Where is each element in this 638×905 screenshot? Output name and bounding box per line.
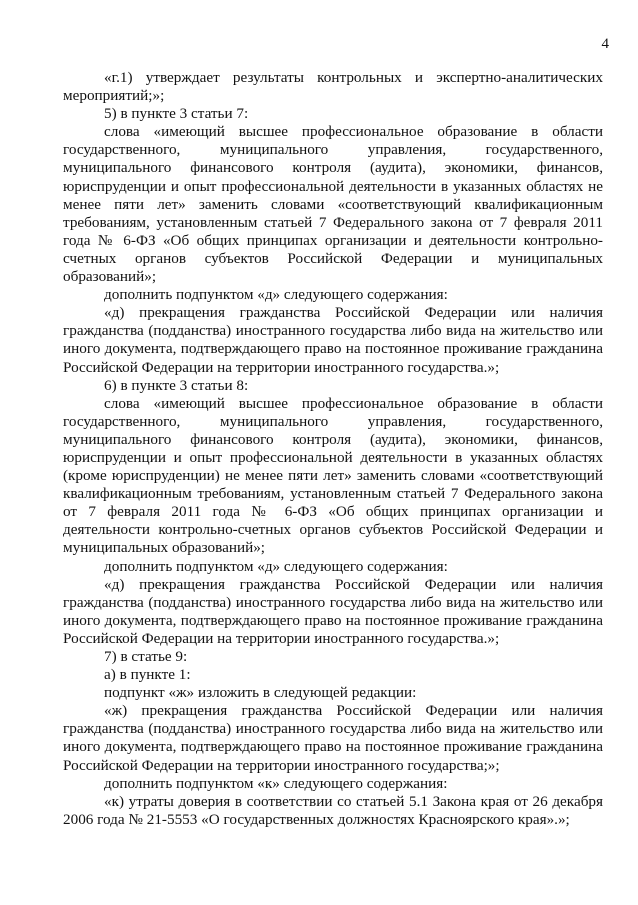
paragraph: «д) прекращения гражданства Российской Федерации или наличия гражданства (подданства) иностранного государства либо вида на жительство или иного документа, подтверждающего право на постоянное проживание гражданина Российской Федерации на территории иностранного государства.»; bbox=[63, 304, 603, 376]
paragraph: 6) в пункте 3 статьи 8: bbox=[104, 376, 249, 394]
document-body bbox=[63, 69, 603, 829]
paragraph: подпункт «ж» изложить в следующей редакции: bbox=[104, 684, 417, 702]
paragraph: слова «имеющий высшее профессиональное образование в области государственного, муниципального управления, государственного, муниципального финансового контроля (аудита), экономики, финансов, юриспруденции и опыт профессиональной деятельности в указанных областях (кроме юриспруденции) не менее пяти лет» заменить словами «соответствующий квалификационным требованиям, установленным статьей 7 Федерального закона от 7 февраля 2011 года № 6-ФЗ «Об общих принципах организации и деятельности контрольно-счетных органов субъектов Российской Федерации и муниципальных образований»; bbox=[63, 394, 603, 557]
paragraph: «г.1) утверждает результаты контрольных и экспертно-аналитических мероприятий;»; bbox=[63, 69, 603, 105]
page-number: 4 bbox=[601, 36, 609, 52]
paragraph: дополнить подпунктом «д» следующего содержания: bbox=[104, 557, 448, 575]
paragraph: дополнить подпунктом «к» следующего содержания: bbox=[104, 774, 448, 792]
paragraph: «ж) прекращения гражданства Российской Федерации или наличия гражданства (подданства) иностранного государства либо вида на жительство или иного документа, подтверждающего право на постоянное проживание гражданина Российской Федерации на территории иностранного государства;»; bbox=[63, 702, 603, 774]
paragraph: «к) утраты доверия в соответствии со статьей 5.1 Закона края от 26 декабря 2006 года № 21-5553 «О государственных должностях Красноярского края».»; bbox=[63, 792, 603, 828]
paragraph: 7) в статье 9: bbox=[104, 648, 188, 665]
paragraph: слова «имеющий высшее профессиональное образование в области государственного, муниципального управления, государственного, муниципального финансового контроля (аудита), экономики, финансов, юриспруденции и опыт профессиональной деятельности в указанных областях не менее пяти лет» заменить словами «соответствующий квалификационным требованиям, установленным статьей 7 Федерального закона от 7 февраля 2011 года № 6-ФЗ «Об общих принципах организации и деятельности контрольно-счетных органов субъектов Российской Федерации и муниципальных образований»; bbox=[63, 123, 603, 286]
paragraph: 5) в пункте 3 статьи 7: bbox=[104, 105, 249, 123]
paragraph: дополнить подпунктом «д» следующего содержания: bbox=[104, 286, 448, 304]
paragraph: а) в пункте 1: bbox=[104, 666, 191, 684]
paragraph: «д) прекращения гражданства Российской Федерации или наличия гражданства (подданства) иностранного государства либо вида на жительство или иного документа, подтверждающего право на постоянное проживание гражданина Российской Федерации на территории иностранного государства.»; bbox=[63, 575, 603, 647]
